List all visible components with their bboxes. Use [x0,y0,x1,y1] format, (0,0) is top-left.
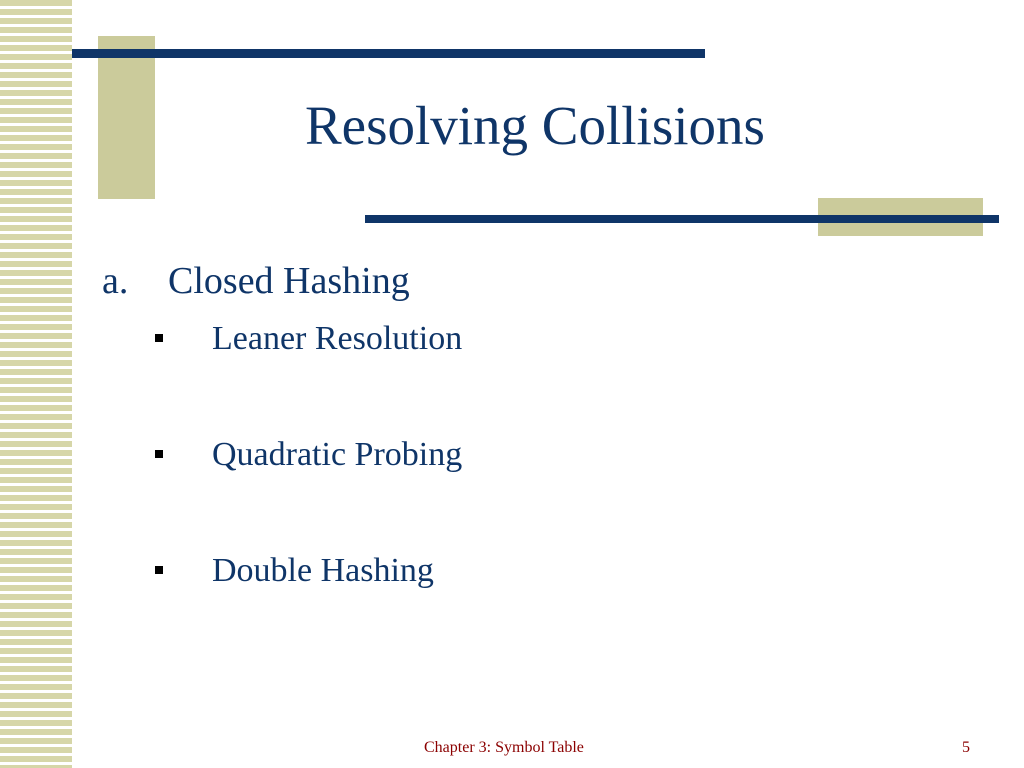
bullet-text: Quadratic Probing [212,436,463,473]
square-bullet-icon [155,450,163,458]
outline-item-closed-hashing [102,261,410,303]
slide-page-number: 5 [962,739,970,756]
bullet-list [150,320,462,668]
slide-title: Resolving Collisions [305,95,765,156]
decorative-line-top [72,49,705,58]
outline-item-text: Closed Hashing [168,260,410,302]
slide-footer: Chapter 3: Symbol Table [424,739,584,756]
decorative-block-top [98,36,155,199]
bullet-item-quadratic-probing [150,436,462,552]
decorative-stripe-band [0,0,72,768]
square-bullet-icon [155,566,163,574]
decorative-line-bottom [365,215,999,223]
bullet-text: Leaner Resolution [212,320,463,357]
bullet-item-double-hashing [150,552,462,668]
outline-marker: a. [102,260,129,302]
bullet-item-leaner-resolution [150,320,462,436]
bullet-text: Double Hashing [212,552,434,589]
square-bullet-icon [155,334,163,342]
